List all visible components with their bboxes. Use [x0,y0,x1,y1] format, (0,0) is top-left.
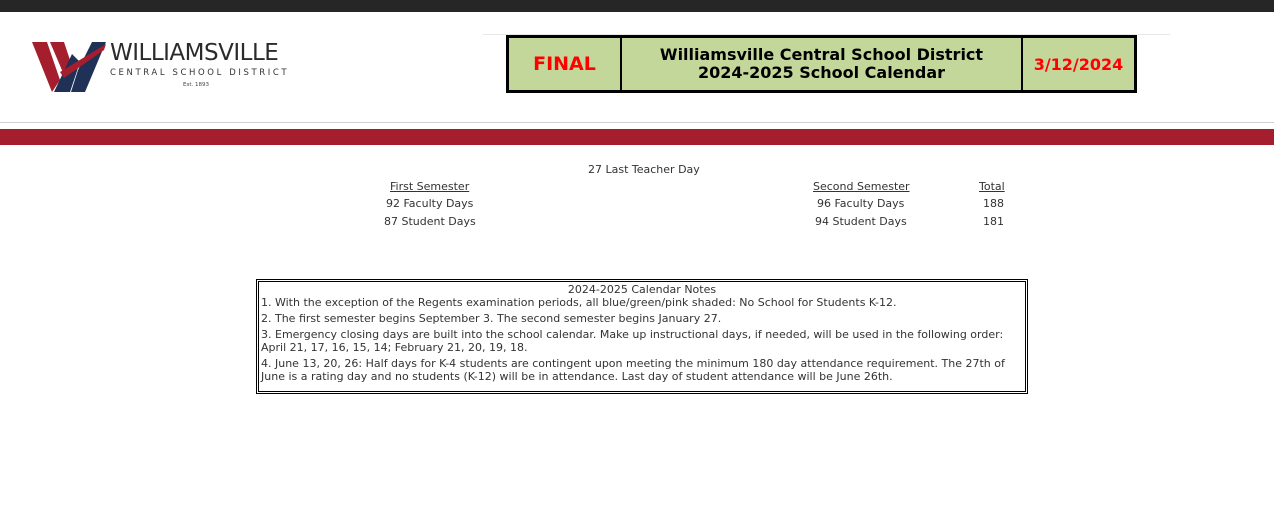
calendar-notes-box [256,279,1028,394]
w-logo-icon [30,40,108,94]
logo-text [110,40,289,88]
title-line-1: Williamsville Central School District [659,45,984,64]
notes-title: 2024-2025 Calendar Notes [567,283,717,296]
second-semester-heading: Second Semester [813,180,910,193]
note-item: 1. With the exception of the Regents examination periods, all blue/green/pink shaded: No School for Students K-12. [261,296,897,309]
note-item: 2. The first semester begins September 3. The second semester begins January 27. [261,312,722,325]
note-item: 4. June 13, 20, 26: Half days for K-4 students are contingent upon meeting the minimum 180 day attendance requirement. The 27th of June is a rating day and no students (K-12) will be in attendance. Last day of student attendance will be June 26th. [261,357,1005,383]
status-label: FINAL [509,38,622,90]
title-line-2: 2024-2025 School Calendar [697,63,946,82]
district-logo[interactable] [30,40,300,100]
top-bar [0,0,1274,12]
logo-name: WILLIAMSVILLE [110,40,279,66]
second-semester-student: 94 Student Days [815,215,907,228]
first-semester-heading: First Semester [390,180,470,193]
note-item: 3. Emergency closing days are built into the school calendar. Make up instructional days, if needed, will be used in the following order: April 21, 17, 16, 15, 14; February 21, 20, 19, 18. [261,328,1004,354]
calendar-title-box [506,35,1137,93]
logo-subtitle: CENTRAL SCHOOL DISTRICT [110,68,290,78]
calendar-title [622,38,1023,90]
first-semester-faculty: 92 Faculty Days [386,197,474,210]
last-teacher-day: 27 Last Teacher Day [588,163,700,176]
total-faculty: 188 [983,197,1004,210]
revision-date: 3/12/2024 [1033,54,1124,74]
first-semester-student: 87 Student Days [384,215,476,228]
second-semester-faculty: 96 Faculty Days [817,197,905,210]
logo-established: Est. 1893 [183,82,209,88]
total-heading: Total [979,180,1005,193]
red-banner [0,129,1274,145]
total-student: 181 [983,215,1004,228]
